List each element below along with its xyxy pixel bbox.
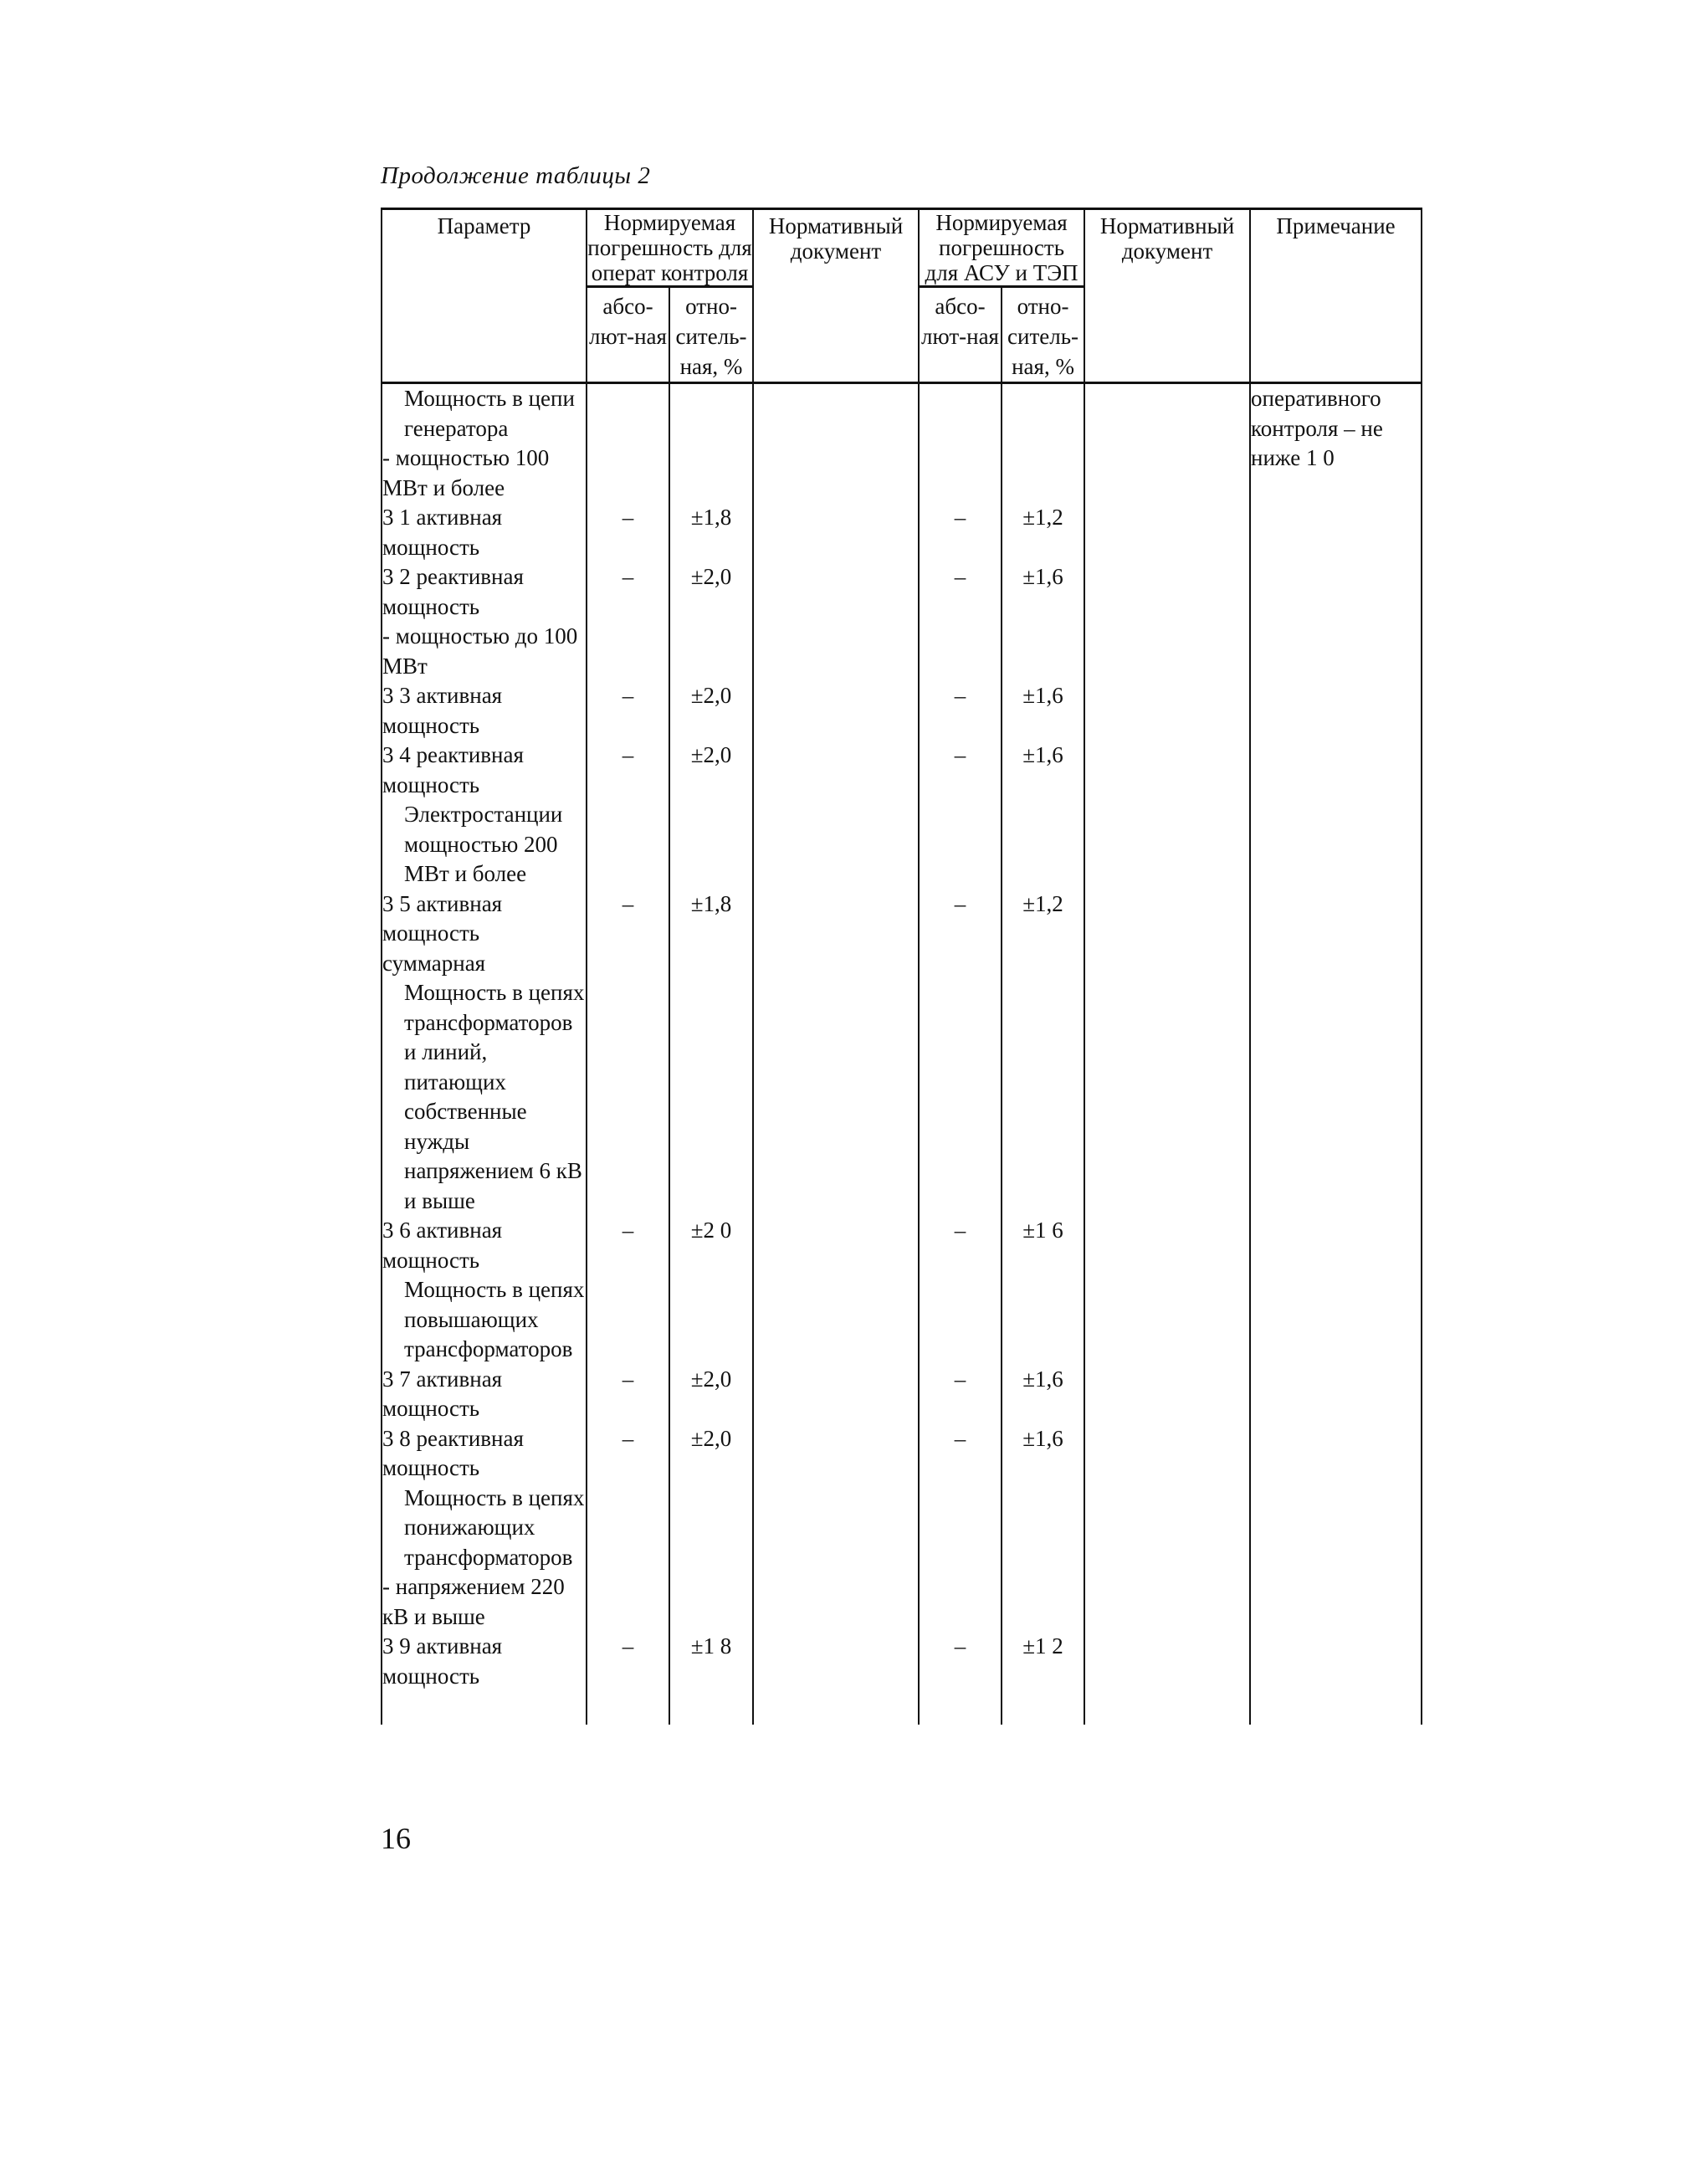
page-number: 16 — [381, 1822, 411, 1855]
rel-asu-cell: ±1,6 — [1002, 741, 1084, 800]
rel-oper-cell: ±2,0 — [669, 741, 753, 800]
table-header — [382, 209, 1422, 383]
header-parameter: Параметр — [382, 209, 587, 383]
rel-asu-cell: ±1 2 — [1002, 1632, 1084, 1691]
rel-oper-cell: ±2,0 — [669, 562, 753, 622]
abs-asu-cell: – — [919, 889, 1002, 979]
rel-asu-cell: ±1,2 — [1002, 889, 1084, 979]
abs-oper-cell: – — [587, 741, 669, 800]
param-cell: 3 7 активная мощность — [382, 1365, 587, 1424]
rel-oper-cell: ±1,8 — [669, 889, 753, 979]
header-asu-accuracy: Нормируемая погрешность для АСУ и ТЭП — [919, 209, 1084, 287]
header-note: Примечание — [1250, 209, 1422, 383]
subgroup-heading: - мощностью 100 МВт и более — [382, 445, 550, 500]
rel-asu-cell: ±1,6 — [1002, 681, 1084, 741]
rel-asu-cell: ±1 6 — [1002, 1216, 1084, 1275]
abs-asu-cell: – — [919, 562, 1002, 622]
subgroup-heading: - напряжением 220 кВ и выше — [382, 1574, 565, 1629]
group-heading: Мощность в цепи генератора — [404, 386, 575, 441]
abs-asu-cell: – — [919, 741, 1002, 800]
rel-oper-cell: ±1,8 — [669, 503, 753, 562]
param-cell: 3 1 активная мощность — [382, 503, 587, 562]
header-normative-doc-2: Нормативный документ — [1084, 209, 1250, 383]
abs-asu-cell: – — [919, 1632, 1002, 1691]
param-cell: 3 8 реактивная мощность — [382, 1424, 587, 1484]
group-heading: Мощность в цепях повышающих трансформаторов — [404, 1277, 585, 1361]
abs-oper-cell: – — [587, 1216, 669, 1275]
rel-oper-cell: ±2,0 — [669, 1365, 753, 1424]
abs-oper-cell: – — [587, 1365, 669, 1424]
header-rel-oper: отно-ситель-ная, % — [669, 287, 753, 383]
header-rel-asu: отно-ситель-ная, % — [1002, 287, 1084, 383]
header-oper-accuracy: Нормируемая погрешность для операт контроля — [587, 210, 752, 285]
param-cell: 3 2 реактивная мощность — [382, 562, 587, 622]
data-table — [381, 208, 1422, 1725]
table-row — [382, 383, 1422, 504]
param-cell: 3 6 активная мощность — [382, 1216, 587, 1275]
header-normative-doc-1: Нормативный документ — [753, 209, 919, 383]
rel-asu-cell: ±1,6 — [1002, 1365, 1084, 1424]
param-cell: 3 4 реактивная мощность — [382, 741, 587, 800]
abs-asu-cell: – — [919, 1216, 1002, 1275]
group-heading: Мощность в цепях трансформаторов и линий, питающих собственные нужды напряжением 6 кВ и выше — [404, 980, 585, 1213]
group-heading: Электростанции мощностью 200 МВт и более — [404, 802, 563, 886]
abs-oper-cell: – — [587, 562, 669, 622]
header-abs-asu: абсо-лют-ная — [919, 287, 1002, 383]
table-caption: Продолжение таблицы 2 — [381, 162, 651, 189]
param-cell: 3 9 активная мощность — [382, 1632, 587, 1691]
subgroup-heading: - мощностью до 100 МВт — [382, 623, 578, 679]
rel-oper-cell: ±2,0 — [669, 681, 753, 741]
abs-oper-cell: – — [587, 889, 669, 979]
abs-oper-cell: – — [587, 681, 669, 741]
abs-asu-cell: – — [919, 681, 1002, 741]
param-cell: 3 3 активная мощность — [382, 681, 587, 741]
note-cell: оперативного контроля – не ниже 1 0 — [1250, 383, 1422, 1725]
rel-oper-cell: ±2 0 — [669, 1216, 753, 1275]
abs-oper-cell: – — [587, 1424, 669, 1484]
rel-oper-cell: ±2,0 — [669, 1424, 753, 1484]
group-heading: Мощность в цепях понижающих трансформаторов — [404, 1484, 585, 1570]
abs-asu-cell: – — [919, 1424, 1002, 1484]
rel-oper-cell: ±1 8 — [669, 1632, 753, 1691]
rel-asu-cell: ±1,2 — [1002, 503, 1084, 562]
abs-oper-cell: – — [587, 1632, 669, 1691]
rel-asu-cell: ±1,6 — [1002, 1424, 1084, 1484]
abs-oper-cell: – — [587, 503, 669, 562]
abs-asu-cell: – — [919, 503, 1002, 562]
header-abs-oper: абсо-лют-ная — [587, 287, 669, 383]
abs-asu-cell: – — [919, 1365, 1002, 1424]
param-cell: 3 5 активная мощность суммарная — [382, 889, 587, 979]
rel-asu-cell: ±1,6 — [1002, 562, 1084, 622]
